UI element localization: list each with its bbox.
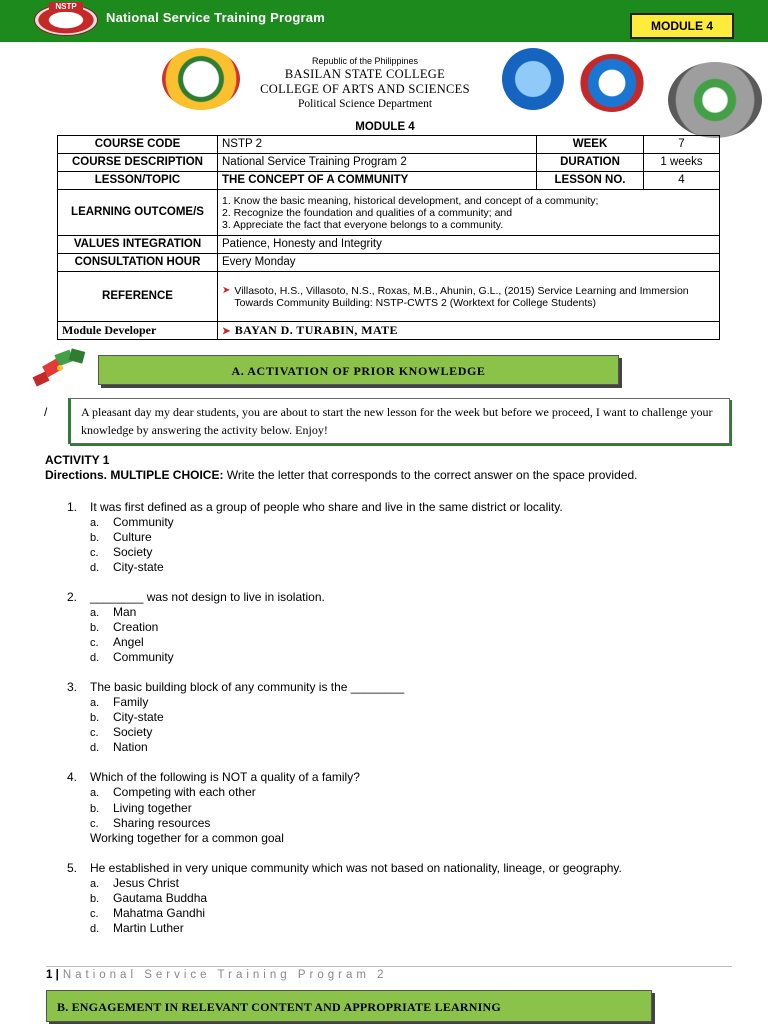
option-text: Martin Luther [113,921,184,935]
option-letter: a. [90,517,100,529]
page-footer [46,969,388,981]
topic-value: THE CONCEPT OF A COMMUNITY [218,172,537,190]
option-text: Community [113,650,174,664]
module-developer-value [218,322,720,340]
directions [45,468,637,482]
outcome-3: 3. Appreciate the fact that everyone belongs to a community. [222,218,504,231]
question-number: 5. [67,861,78,875]
option-text: Community [113,515,174,529]
question-number: 2. [67,590,78,604]
reference-label: REFERENCE [58,272,218,322]
consult-value: Every Monday [218,254,720,272]
lesson-no-value: 4 [644,172,720,190]
directions-text: Write the letter that corresponds to the correct answer on the space provided. [223,468,638,482]
module-developer-label: Module Developer [58,322,218,340]
header-module: MODULE 4 [355,121,415,133]
bullet-arrow-icon: ➤ [222,284,231,296]
module-developer-name: BAYAN D. TURABIN, MATE [234,322,398,337]
option-text: City-state [113,710,164,724]
outcome-label: LEARNING OUTCOME/S [58,190,218,236]
option-text: Competing with each other [113,785,256,799]
question-text: Which of the following is NOT a quality of a family? [90,770,360,784]
question-number: 3. [67,680,78,694]
option [90,740,148,756]
values-label: VALUES INTEGRATION [58,236,218,254]
option [90,605,136,621]
option [90,620,158,636]
description-value: National Service Training Program 2 [218,154,537,172]
option-letter: c. [90,547,99,559]
option [90,635,144,651]
question-number: 1. [67,500,78,514]
footer-divider [46,966,732,967]
question-4 [67,770,360,785]
question-text: He established in very unique community which was not based on nationality, lineage, or geography. [90,861,622,875]
question-text: The basic building block of any community is the ________ [90,680,405,694]
option-text: Jesus Christ [113,876,180,890]
footer-text: National Service Training Program 2 [62,969,388,981]
option-text: Family [113,695,149,709]
question-number: 4. [67,770,78,784]
question-3 [67,680,404,695]
option-letter: d. [90,742,100,754]
activity-title: ACTIVITY 1 [45,453,110,467]
option [90,906,205,922]
option-letter: c. [90,818,99,830]
option-text: Creation [113,620,159,634]
option [90,725,152,741]
option-letter: a. [90,787,100,799]
option-letter: d. [90,652,100,664]
option [90,891,207,907]
option-letter: a. [90,697,100,709]
reference-text: Villasoto, H.S., Villasoto, N.S., Roxas, M.B., Ahunin, G.L., (2015) Service Learning and Immersion Towards Community Building: NSTP-CWTS 2 (Worktext for College Students) [234,284,689,309]
option-text: Living together [113,801,192,815]
option-text: Mahatma Gandhi [113,906,206,920]
outcome-value [218,190,720,236]
question-2 [67,590,325,605]
option [90,816,210,832]
stray-slash: / [44,405,48,419]
option-letter: c. [90,908,99,920]
nstp-logo [34,4,98,36]
bullet-arrow-icon: ➤ [222,325,231,337]
option-letter: b. [90,712,100,724]
question-1 [67,500,563,515]
option [90,710,164,726]
header-college: BASILAN STATE COLLEGE [284,67,446,81]
political-science-seal [580,54,644,112]
nstp-logo-text: NSTP [49,2,83,12]
option-letter: b. [90,893,100,905]
values-value: Patience, Honesty and Integrity [218,236,720,254]
description-label: COURSE DESCRIPTION [58,154,218,172]
banner-title: National Service Training Program [106,10,325,25]
option [90,695,148,711]
option [90,530,152,546]
header-cas: COLLEGE OF ARTS AND SCIENCES [260,82,470,96]
outcome-2: 2. Recognize the foundation and qualities of a community; and [222,206,513,219]
question-5 [67,861,622,876]
reference-value [218,272,720,322]
lesson-no-label: LESSON NO. [537,172,644,190]
option-text: Society [113,545,153,559]
option-letter: a. [90,878,100,890]
consult-label: CONSULTATION HOUR [58,254,218,272]
option-letter: c. [90,637,99,649]
option [90,921,184,937]
option [90,515,174,531]
option [90,560,164,576]
option-text: Angel [113,635,144,649]
section-b-banner: B. ENGAGEMENT IN RELEVANT CONTENT AND APPROPRIATE LEARNING [46,990,652,1022]
option-letter: d. [90,562,100,574]
option-text: Sharing resources [113,816,211,830]
option-letter: c. [90,727,99,739]
option [90,785,256,801]
option-text: Society [113,725,153,739]
option-letter: a. [90,607,100,619]
basilan-state-college-seal [162,48,240,110]
option [90,545,152,561]
college-arts-sciences-seal [502,48,564,110]
puzzle-pieces-icon [30,348,92,390]
course-code-label: COURSE CODE [58,136,218,154]
option-text: Culture [113,530,152,544]
option-letter: b. [90,622,100,634]
week-value: 7 [644,136,720,154]
option-letter: d. [90,923,100,935]
option-text: City-state [113,560,164,574]
question-text: It was first defined as a group of people who share and live in the same district or locality. [90,500,563,514]
option-letter: b. [90,803,100,815]
topic-label: LESSON/TOPIC [58,172,218,190]
week-label: WEEK [537,136,644,154]
option [90,876,179,892]
page-number: 1 | [46,969,59,981]
course-info-table [57,135,720,340]
header-dept: Political Science Department [297,98,433,110]
option-unlettered: Working together for a common goal [90,831,284,845]
outcome-1: 1. Know the basic meaning, historical development, and concept of a community; [222,194,599,207]
option [90,801,192,817]
option [90,650,174,666]
option-letter: b. [90,532,100,544]
duration-label: DURATION [537,154,644,172]
option-text: Gautama Buddha [113,891,208,905]
duration-value: 1 weeks [644,154,720,172]
course-code-value: NSTP 2 [218,136,537,154]
directions-bold: Directions. MULTIPLE CHOICE: [45,468,224,482]
header-republic: Republic of the Philippines [311,56,419,66]
section-a-banner: A. ACTIVATION OF PRIOR KNOWLEDGE [98,355,619,385]
option-text: Nation [113,740,148,754]
cas-emblem [668,62,762,138]
module-badge: MODULE 4 [630,13,734,39]
option-text: Man [113,605,137,619]
question-text: ________ was not design to live in isolation. [90,590,325,604]
greeting-box: A pleasant day my dear students, you are about to start the new lesson for the week but before we proceed, I want to challenge your knowledge by answering the activity below. Enjoy! [68,398,730,444]
